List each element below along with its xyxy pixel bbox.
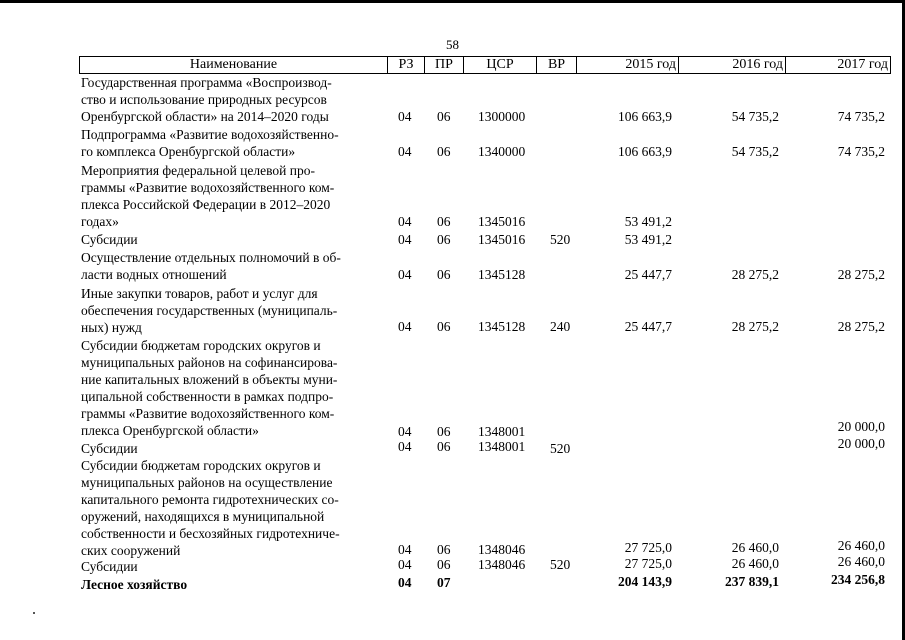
- row-name: Лесное хозяйство: [81, 577, 188, 592]
- row-csr: 1345128: [478, 267, 526, 282]
- row-name: Мероприятия федеральной целевой про- граммы «Развитие водохозяйственного ком- плекса Российской Федерации в 2012–2020 годах»: [81, 163, 335, 229]
- row-rz: 04: [398, 319, 412, 334]
- row-pr: 07: [437, 575, 451, 590]
- header-2017: 2017 год: [837, 57, 888, 72]
- row-vr: 520: [550, 232, 571, 247]
- row-2017: 74 735,2: [837, 144, 885, 159]
- row-pr: 06: [437, 214, 451, 229]
- row-name: Субсидии: [81, 559, 138, 574]
- header-vr: ВР: [537, 57, 577, 73]
- header-name: Наименование: [80, 57, 388, 73]
- row-2017: 74 735,2: [837, 109, 885, 124]
- row-2016: 28 275,2: [731, 319, 779, 334]
- row-vr: 520: [550, 441, 571, 456]
- row-2016: 26 460,0: [731, 556, 779, 571]
- row-2015: 27 725,0: [624, 556, 672, 571]
- row-csr: 1348001: [478, 424, 526, 439]
- row-csr: 1348046: [478, 542, 526, 557]
- row-2017: 28 275,2: [837, 319, 885, 334]
- row-csr: 1348001: [478, 439, 526, 454]
- row-2015: 25 447,7: [624, 319, 672, 334]
- table-header: [79, 56, 891, 74]
- row-2015: 106 663,9: [618, 144, 672, 159]
- row-2017: 26 460,0: [837, 538, 885, 553]
- page-number: 58: [446, 37, 459, 52]
- page-frame-top: [0, 0, 905, 3]
- row-name: Осуществление отдельных полномочий в об- ласти водных отношений: [81, 250, 341, 282]
- row-rz: 04: [398, 424, 412, 439]
- header-csr: ЦСР: [464, 57, 537, 73]
- row-name: Субсидии бюджетам городских округов и муниципальных районов на софинансирова- ние капитальных вложений в объекты муни- ципальной собственности в рамках подпро- граммы «Развитие водохозяйственного ком- плекса Оренбургской области»: [81, 338, 338, 438]
- row-pr: 06: [437, 542, 451, 557]
- row-2017: 20 000,0: [837, 419, 885, 434]
- row-2016: 26 460,0: [731, 540, 779, 555]
- row-2017: 234 256,8: [831, 572, 885, 587]
- row-rz: 04: [398, 439, 412, 454]
- scan-speck: [33, 612, 35, 614]
- row-name: Субсидии: [81, 232, 138, 247]
- row-csr: 1345128: [478, 319, 526, 334]
- row-csr: 1340000: [478, 144, 526, 159]
- row-rz: 04: [398, 214, 412, 229]
- row-pr: 06: [437, 319, 451, 334]
- row-rz: 04: [398, 575, 412, 590]
- header-rz: РЗ: [388, 57, 425, 73]
- row-pr: 06: [437, 424, 451, 439]
- row-pr: 06: [437, 557, 451, 572]
- row-rz: 04: [398, 542, 412, 557]
- row-2017: 26 460,0: [837, 554, 885, 569]
- row-rz: 04: [398, 557, 412, 572]
- row-pr: 06: [437, 267, 451, 282]
- row-pr: 06: [437, 439, 451, 454]
- row-2016: 54 735,2: [731, 144, 779, 159]
- header-2015: 2015 год: [577, 57, 679, 73]
- row-name: Иные закупки товаров, работ и услуг для обеспечения государственных (муниципаль- ных) нужд: [81, 286, 338, 335]
- row-2017: 28 275,2: [837, 267, 885, 282]
- row-rz: 04: [398, 232, 412, 247]
- row-pr: 06: [437, 232, 451, 247]
- row-2017: 20 000,0: [837, 436, 885, 451]
- row-2016: 28 275,2: [731, 267, 779, 282]
- row-csr: 1348046: [478, 557, 526, 572]
- row-name: Субсидии: [81, 441, 138, 456]
- row-pr: 06: [437, 109, 451, 124]
- row-2016: 54 735,2: [731, 109, 779, 124]
- row-name: Субсидии бюджетам городских округов и муниципальных районов на осуществление капитального ремонта гидротехнических со- оружений, находящихся в муниципальной собственности и бесхозяйных гидротехниче- ских сооружений: [81, 458, 340, 558]
- row-2015: 25 447,7: [624, 267, 672, 282]
- row-2016: 237 839,1: [725, 574, 779, 589]
- row-2015: 204 143,9: [618, 574, 672, 589]
- row-vr: 520: [550, 557, 571, 572]
- row-name: Государственная программа «Воспроизвод- ство и использование природных ресурсов Оренбургской области» на 2014–2020 годы: [81, 75, 332, 124]
- row-vr: 240: [550, 319, 571, 334]
- row-csr: 1300000: [478, 109, 526, 124]
- row-name: Подпрограмма «Развитие водохозяйственно- го комплекса Оренбургской области»: [81, 127, 339, 159]
- header-pr: ПР: [425, 57, 464, 73]
- row-2015: 27 725,0: [624, 540, 672, 555]
- row-2015: 53 491,2: [624, 214, 672, 229]
- row-csr: 1345016: [478, 214, 526, 229]
- row-2015: 106 663,9: [618, 109, 672, 124]
- row-rz: 04: [398, 144, 412, 159]
- row-csr: 1345016: [478, 232, 526, 247]
- row-rz: 04: [398, 267, 412, 282]
- row-2015: 53 491,2: [624, 232, 672, 247]
- row-pr: 06: [437, 144, 451, 159]
- row-rz: 04: [398, 109, 412, 124]
- header-2016: 2016 год: [679, 57, 786, 73]
